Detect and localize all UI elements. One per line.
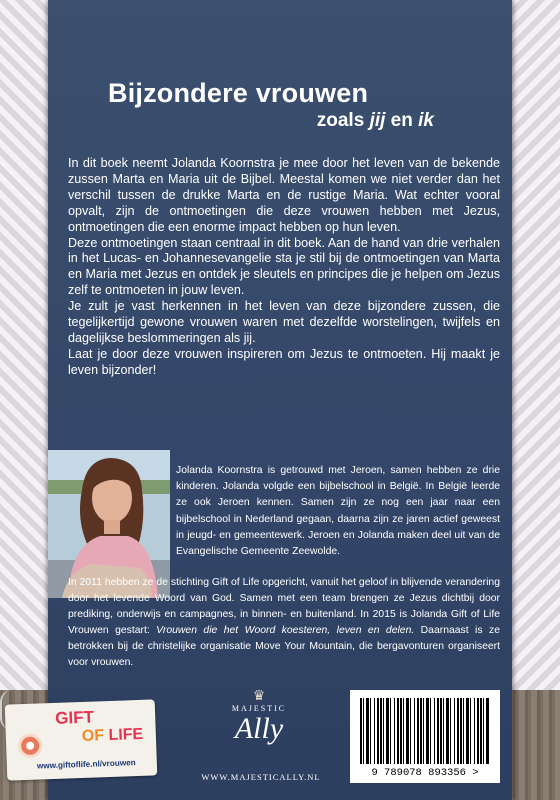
tag-life-text: LIFE (108, 725, 144, 745)
book-subtitle (174, 110, 434, 132)
barcode-bars (360, 698, 490, 764)
subtitle-part: en (385, 110, 419, 131)
gift-of-life-tag (5, 699, 158, 780)
publisher-logo-text: Ally (234, 712, 284, 745)
tag-logo-of-life (82, 726, 144, 746)
background-pattern-right (512, 0, 560, 800)
author-bio-paragraph (68, 575, 500, 672)
publisher-logo (200, 688, 318, 745)
author-bio-top (176, 463, 500, 560)
background-pattern-left (0, 0, 48, 800)
bio-text: Daarnaast is ze betrokken bij de christelijke organisatie Move Your Mountain, die bergavonturen organiseert voor vrouwen. (68, 625, 500, 669)
blurb-paragraph: Deze ontmoetingen staan centraal in dit boek. Aan de hand van drie verhalen in het Lucas- en Johannesevangelie sta je stil bij de ontmoetingen van Marta en Maria met Jezus en ontdek je sleutels en principes die je helpen om Jezus zelf te ontmoeten in jouw leven. (68, 235, 500, 298)
author-bio-bottom (68, 575, 500, 672)
bio-text: In 2011 hebben ze de stichting Gift of Life opgericht, vanuit het geloof in blijvende verandering door het levende Woord van God. Samen met een team brengen ze Jezus dichtbij door prediking, onderwijs en campagnes, in binnen- en buitenland. In 2015 is Jolanda Gift of Life Vrouwen gestart: (68, 577, 500, 637)
blurb-text (68, 156, 500, 379)
publisher-name: MAJESTIC (231, 704, 287, 713)
tag-logo-gift: GIFT (54, 707, 95, 728)
subtitle-ik: ik (418, 110, 434, 131)
tag-url: www.giftoflife.nl/vrouwen (36, 758, 136, 771)
isbn-barcode (350, 690, 500, 783)
tag-hole-icon (18, 733, 43, 758)
crown-icon: ♛ (252, 687, 266, 703)
publisher-url: WWW.MAJESTICALLY.NL (201, 772, 321, 782)
blurb-paragraph: Laat je door deze vrouwen inspireren om Jezus te ontmoeten. Hij maakt je leven bijzonder! (68, 346, 500, 377)
isbn-number: 9 789078 893356 > (371, 767, 479, 779)
blurb-paragraph: Je zult je vast herkennen in het leven van deze bijzondere zussen, die tegelijkertijd gewone vrouwen waren met dezelfde worstelingen, twijfels en dagelijkse beslommeringen als jij. (68, 299, 500, 345)
bio-quote: Vrouwen die het Woord koesteren, leven en delen. (156, 625, 415, 637)
subtitle-part: zoals (316, 110, 370, 131)
tag-of-text: OF (81, 727, 109, 745)
subtitle-jij: jij (369, 110, 386, 131)
book-title: Bijzondere vrouwen (108, 78, 369, 108)
author-bio-paragraph: Jolanda Koornstra is getrouwd met Jeroen, samen hebben ze drie kinderen. Jolanda volgde een bijbelschool in België. In België leerde ze ook Jeroen kennen. Samen zijn ze nog een jaar naar een bijbelschool in Nederland gegaan, daarna zijn ze jaren actief geweest in jeugd- en gemeentewerk. Jeroen en Jolanda maken deel uit van de Evangelische Gemeente Zeewolde. (176, 465, 500, 558)
blurb-paragraph: In dit boek neemt Jolanda Koornstra je mee door het leven van de bekende zussen Marta en Maria uit de Bijbel. Meestal komen we niet verder dan het verschil tussen de drukke Marta en de rustige Maria. Wat echter vooral opvalt, zijn de ontmoetingen die deze vrouwen hebben met Jezus, ontmoetingen die een enorme impact hebben op hun leven. (68, 156, 500, 234)
